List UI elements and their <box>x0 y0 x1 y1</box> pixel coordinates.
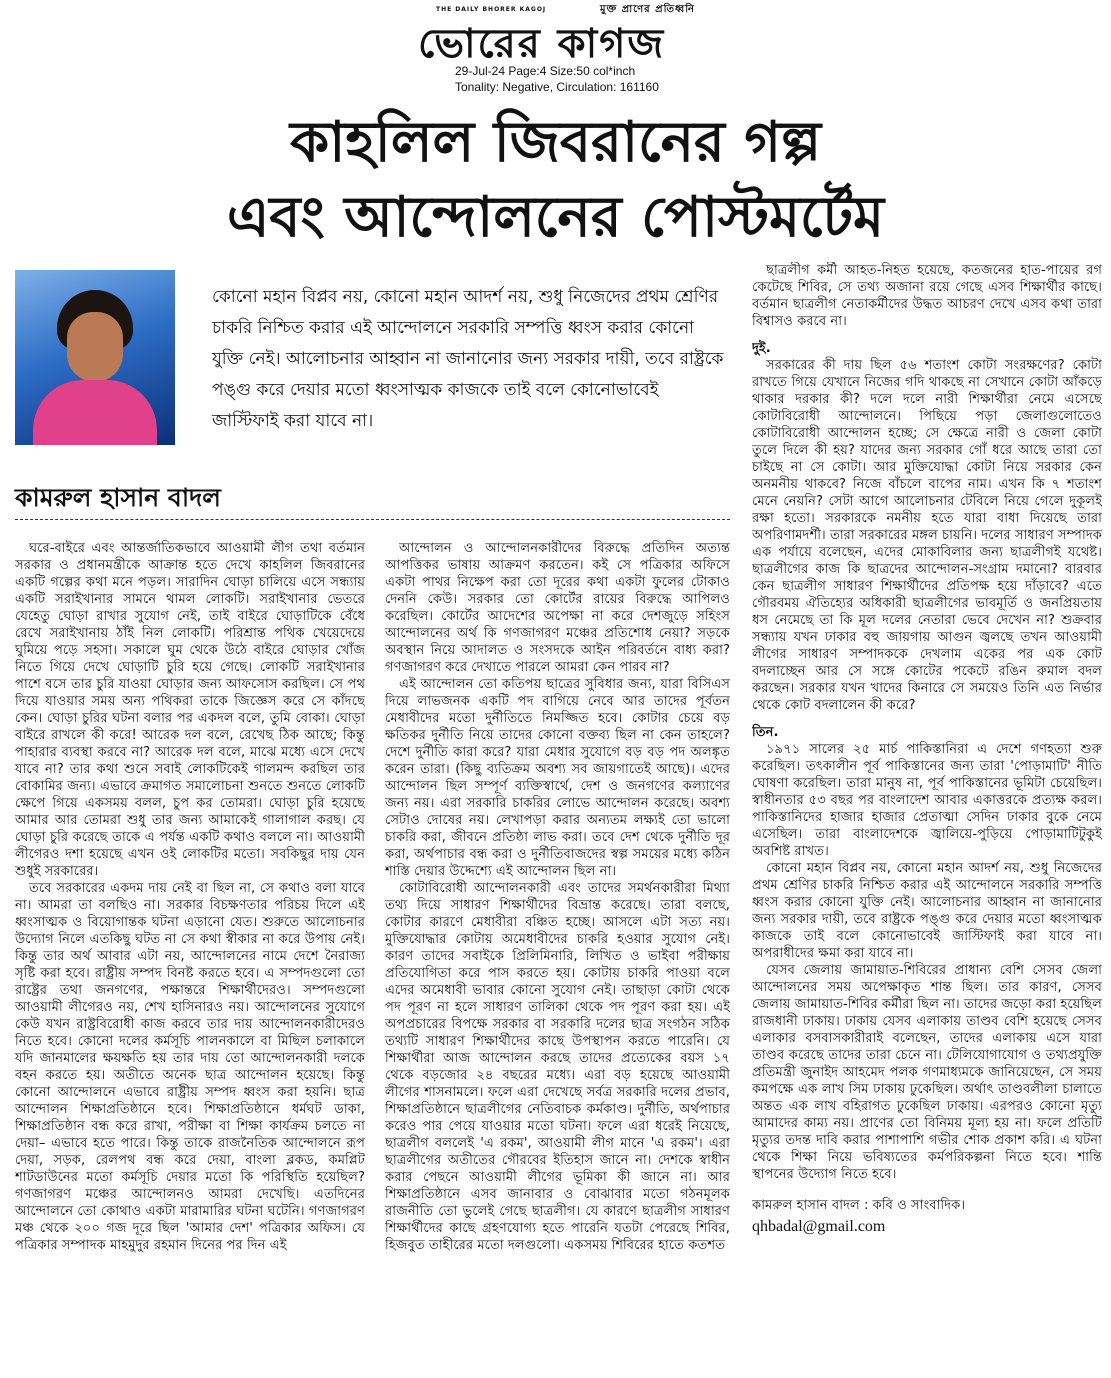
clipping-meta-date: 29-Jul-24 Page:4 Size:50 col*inch <box>455 64 636 78</box>
pull-quote: কোনো মহান বিপ্লব নয়, কোনো মহান আদর্শ নয়, শুধু নিজেদের প্রথম শ্রেণির চাকরি নিশ্চিত করার এই আন্দোলনে সরকারি সম্পত্তি ধ্বংস করার কোনো যুক্তি নেই। আলোচনার আহ্বান না জানানোর জন্য সরকার দায়ী, তবে রাষ্ট্রকে পঙ্গু করে দেয়ার মতো ধ্বংসাত্মক কাজকে তাই বলে কোনোভাবেই জাস্টিফাই করা যাবে না। <box>212 287 724 431</box>
newspaper-logo: ভোরের কাগজ <box>418 20 666 67</box>
paragraph: তবে সরকারের একদম দায় নেই বা ছিল না, সে কথাও বলা যাবে না। আমরা তা বলছিও না। সরকার বিচক্ষণতার পরিচয় দিলে এই ধ্বংসাত্মক ও বিয়োগান্তক ঘটনা এড়ানো যেত। শুরুতে আলোচনার উদ্যোগ নিলে এতকিছু ঘটত না সে কথা স্বীকার না করে উপায় নেই। কিন্তু তার অর্থ আবার এটা নয়, আন্দোলনের নামে দেশে নৈরাজ্য সৃষ্টি করা হবে। রাষ্ট্রীয় সম্পদ বিনষ্ট করতে হবে। এ সম্পদগুলো তো রাষ্ট্রের তথা জনগণের, পক্ষান্তরে শিক্ষার্থীদেরও। সম্পদগুলো আওয়ামী লীগেরও নয়, শেখ হাসিনারও নয়। আন্দোলনের সুযোগে কেউ যখন রাষ্ট্রবিরোধী কাজ করবে তার দায় আন্দোলনকারীদেরও নিতে হবে। কোনো দলের কর্মসূচি পালনকালে বা মিছিল চলাকালে যদি জানমালের ক্ষয়ক্ষতি হয় তার দায় তো আন্দোলনকারী দলকে বহন করতে হয়। অতীতে অনেক ছাত্র আন্দোলন হয়েছে। কিন্তু কোনো আন্দোলনে এভাবে রাষ্ট্রীয় সম্পদ ধ্বংস করা হয়নি। ছাত্র আন্দোলন শিক্ষাপ্রতিষ্ঠানে হবে। শিক্ষাপ্রতিষ্ঠানে ধর্মঘট ডাকা, শিক্ষাপ্রতিষ্ঠান বন্ধ করে রাখা, পরীক্ষা বা শিক্ষা কার্যক্রম চলতে না দেয়া– এভাবে হতে পারে। কিন্তু তাকে রাজনৈতিক আন্দোলনে রূপ দেয়া, সড়ক, রেলপথ বন্ধ করে দেয়া, বাংলা ব্লকড, কমপ্লিট শাটডাউনের মতো কর্মসূচি দেয়ার মতো কি পরিস্থিতি হয়েছিল? গণজাগরণ মঞ্চের আন্দোলনও আমরা দেখেছি। এতদিনের আন্দোলনে তো কোথাও একটা মারামারির ঘটনা ঘটেনি। গণজাগরণ মঞ্চ থেকে ২০০ গজ দূরে ছিল 'আমার দেশ' পত্রিকার অফিস। যে পত্রিকার সম্পাদক মাহমুদুর রহমান দিনের পর দিন এই <box>15 881 365 1253</box>
masthead-tagline: মুক্ত প্রাণের প্রতিধ্বনি <box>600 4 696 15</box>
paragraph: সরকারের কী দায় ছিল ৫৬ শতাংশ কোটা সংরক্ষণের? কোটা রাখতে গিয়ে যেখানে নিজের গদি থাকছে না সেখানে কোটা আঁকড়ে থাকার দরকার কী? দলে দলে নারী শিক্ষার্থীরা নেমে এসেছে কোটাবিরোধী আন্দোলনে। পিছিয়ে পড়া জেলাগুলোতেও কোটাবিরোধী আন্দোলন হচ্ছে; সে ক্ষেত্রে নারী ও জেলা কোটা তুলে দিলে কী হয়? যাদের জন্য সরকার গোঁ ধরে আছে তারা তো চাইছে না সে কোটা। আর মুক্তিযোদ্ধা কোটা নিয়ে সরকার কেন অনমনীয় থাকবে? নিজে বাঁচলে বাপের নাম। এখন কি ৭ শতাংশ মেনে নেয়নি? সেটা আগে আলোচনার টেবিলে নিয়ে গেলে দুকূলই রক্ষা হতো। সরকারকে নমনীয় হতে যারা বাধা দিয়েছে তারা অপরিণামদর্শী। তারা সরকারের মঙ্গল চায়নি। দলের সাধারণ সম্পাদক এক পর্যায়ে বলেছেন, এদের মোকাবিলার জন্য ছাত্রলীগই যথেষ্ট। ছাত্রলীগের কাজ কি ছাত্রদের আন্দোলন-সংগ্রাম দমানো? বারবার কেন ছাত্রলীগ সাধারণ শিক্ষার্থীদের প্রতিপক্ষ হয়ে দাঁড়াবে? এতে গৌরবময় ঐতিহ্যের অধিকারী ছাত্রলীগের ভাবমূর্তি ও জনপ্রিয়তায় ধস নেমেছে তা কি মূল দলের নেতারা ভেবে দেখেন না? শুক্রবার সন্ধ্যায় যখন ঢাকার বহু জায়গায় আগুন জ্বলছে তখন আওয়ামী লীগের সাধারণ সম্পাদককে দেখলাম একের পর এক কোট বদলাচ্ছেন আর সে সঙ্গে কোটের পকেটে রঙিন রুমাল বদল করছেন। সরকার যখন খাদের কিনারে সে সময়েও তিনি এত নির্ভার থেকে কোট বদলালেন কী করে? <box>752 358 1102 713</box>
paragraph: আন্দোলন ও আন্দোলনকারীদের বিরুদ্ধে প্রতিদিন অত্যন্ত আপত্তিকর ভাষায় আক্রমণ করতেন। কই সে পত্রিকার অফিসে একটা পাথর নিক্ষেপ করা তো দূরের কথা একটা ফুলের টোকাও দেননি কেউ। সরকার তো কোর্টের রায়ের বিরুদ্ধে আপিলও করেছিল। কোর্টের আদেশের অপেক্ষা না করে দেশজুড়ে সহিংস আন্দোলনের অর্থ কি গণজাগরণ মঞ্চের প্রতিশোধ নেয়া? সড়কে অবস্থান নিয়ে আদালত ও সংসদকে আইন পরিবর্তনে বাধ্য করা? গণজাগরণ করে দেখাতে পারলে আমরা কেন পারব না? <box>385 541 730 675</box>
paragraph: কোনো মহান বিপ্লব নয়, কোনো মহান আদর্শ নয়, শুধু নিজেদের প্রথম শ্রেণির চাকরি নিশ্চিত করার এই আন্দোলনে সরকারি সম্পত্তি ধ্বংস করার কোনো যুক্তি নেই। আলোচনার আহ্বান না জানানোর জন্য সরকার দায়ী, তবে রাষ্ট্রকে পঙ্গু করে দেয়ার মতো ধ্বংসাত্মক কাজকে তাই বলে কোনোভাবেই জাস্টিফাই করা যাবে না। অপরাধীদের ক্ষমা করা যাবে না। <box>752 861 1102 961</box>
headline-line2: এবং আন্দোলনের পোস্টমর্টেম <box>226 185 885 250</box>
article-column-1 <box>15 540 365 1370</box>
paragraph: এই আন্দোলন তো কতিপয় ছাত্রের সুবিধার জন্য, যারা বিসিএস দিয়ে লাভজনক একটি পদ বাগিয়ে নেবে আর তাদের পূর্বতন মেধাবীদের মতো দুর্নীতিতে নিমজ্জিত হবে। কোটার চেয়ে বড় ক্ষতিকর দুর্নীতি নিয়ে তাদের কোনো বক্তব্য ছিল না কেন তাহলে? দেশে দুর্নীতি কারা করে? যারা মেধার সুযোগে বড় বড় পদ অলঙ্কৃত করেন তারা। (কিছু ব্যতিক্রম অবশ্য সব জায়গাতেই আছে)। এদের আন্দোলন ছিল সম্পূর্ণ ব্যক্তিস্বার্থে, দেশ ও জনগণের কল্যাণের জন্য নয়। এরা সরকারি চাকরির লোভে আন্দোলন করেছে। অবশ্য সেটাও দোষের নয়। লেখাপড়া করার অন্যতম লক্ষ্যই তো ভালো চাকরি করা, জীবনে প্রতিষ্ঠা লাভ করা। তবে দেশ থেকে দুর্নীতি দূর করা, অর্থপাচার বন্ধ করা ও দুর্নীতিবাজদের স্বল্প সময়ের মধ্যে কঠিন শাস্তি দেয়ার উদ্দেশ্যে এই আন্দোলন ছিল না। <box>385 677 730 879</box>
section-heading-two: দুই. <box>752 341 771 356</box>
section-heading-three: তিন. <box>752 725 779 740</box>
byline: কামরুল হাসান বাদল <box>15 483 221 512</box>
byline-divider <box>15 519 730 520</box>
article-column-2 <box>385 540 730 1370</box>
author-photo <box>15 270 175 445</box>
paragraph: কোটাবিরোধী আন্দোলনকারী এবং তাদের সমর্থনকারীরা মিথ্যা তথ্য দিয়ে সাধারণ শিক্ষার্থীদের বিভ্রান্ত করেছে। তারা বলছে, কোটার কারণে মেধাবীরা বঞ্চিত হচ্ছে। আসলে এটা সত্য নয়। মুক্তিযোদ্ধার কোটায় অমেধাবীদের চাকরি হওয়ার সুযোগ নেই। কারণ তাদের সবাইকে প্রিলিমিনারি, লিখিত ও ভাইবা পরীক্ষায় প্রতিযোগিতা করে পাস করতে হয়। কোটায় চাকরি পাওয়া বলে এদের অমেধাবী ভাবার কোনো সুযোগ নেই। তাছাড়া কোটা থেকে পদ পূরণ না হলে সাধারণ তালিকা থেকে পদ পূরণ করা হয়। এই অপপ্রচারের বিপক্ষে সরকার বা সরকারি দলের ছাত্র সংগঠন সঠিক তথ্যটি সাধারণ শিক্ষার্থীদের কাছে উপস্থাপন করতে পারেনি। যে শিক্ষার্থীরা আজ আন্দোলন করছে তাদের প্রত্যেকের বয়স ১৭ থেকে বড়জোর ২৪ বছরের মধ্যে। এরা বড় হয়েছে আওয়ামী লীগের শাসনামলে। ফলে এরা দেখেছে সর্বত্র সরকারি দলের প্রভাব, শিক্ষাপ্রতিষ্ঠানে ছাত্রলীগের নেতিবাচক কর্মকাণ্ড। দুর্নীতি, অর্থপাচার করেও পার পেয়ে যাওয়ার মতো ঘটনা। ফলে এরা ধরেই নিয়েছে, ছাত্রলীগ বললেই 'এ রকম', আওয়ামী লীগ মানে 'এ রকম'। এরা ছাত্রলীগের অতীতের গৌরবের ইতিহাস জানে না। দেশকে স্বাধীন করার পেছনে আওয়ামী লীগের ভূমিকা কী জানে না। আর শিক্ষাপ্রতিষ্ঠানে এসব জানাবার ও বোঝাবার মতো গঠনমূলক রাজনীতি তো ভুলেই গেছে ছাত্রলীগ। যে কারণে ছাত্রলীগ সাধারণ শিক্ষার্থীদের কাছে গ্রহণযোগ্য হতে পারেনি যতটা পেরেছে শিবির, হিজবুত তাহীরের মতো দলগুলো। একসময় শিবিরের হাতে কতশত <box>385 881 730 1253</box>
author-photo-face <box>67 312 123 382</box>
author-email: qhbadal@gmail.com <box>752 1218 886 1235</box>
headline-line1: কাহলিল জিবরানের গল্প <box>289 110 822 175</box>
paragraph: ঘরে-বাইরে এবং আন্তর্জাতিকভাবে আওয়ামী লীগ তথা বর্তমান সরকার ও প্রধানমন্ত্রীকে আক্রান্ত হতে দেখে কাহলিল জিবরানের একটি গল্পের কথা মনে পড়ল। সারাদিন ঘোড়া চালিয়ে এসে সন্ধ্যায় একটি সরাইখানার সামনে থামল লোকটি। সরাইখানার ভেতরে যেহেতু ঘোড়া রাখার সুযোগ নেই, তাই বাইরে ঘোড়াটিকে বেঁধে রেখে সরাইখানায় ঠাঁই নিল লোকটি। পরিশ্রান্ত পথিক খেয়েদেয়ে ঘুমিয়ে পড়ে সহসা। সকালে ঘুম থেকে উঠে বাইরে ঘোড়ার খোঁজ নিতে গিয়ে দেখে ঘোড়াটি চুরি হয়ে গেছে। লোকটি সরাইখানার পাশে বসে তার চুরি যাওয়া ঘোড়ার জন্য আফসোস করছিল। সে পথ দিয়ে যাওয়ার সময় অন্য পথিকরা তাকে জিজ্ঞেস করে সে কাঁদছে কেন। ঘোড়া চুরির ঘটনা বলার পর একদল বলে, তুমি বোকা। ঘোড়া বাইরে রাখলে কী করে! আরেক দল বলে, রেখেছ ঠিক আছে; কিন্তু পাহারার ব্যবস্থা করবে না? আরেক দল বলে, মাঝে মধ্যে এসে দেখে যাবে না? তার কথা শুনে সবাই লোকটিকেই গালমন্দ করছিল তার বোকামির জন্য। এভাবে ক্রমাগত সমালোচনা শুনতে শুনতে লোকটি ক্ষেপে গিয়ে একসময় বলল, চুপ কর তোমরা। ঘোড়া চুরি হয়েছে আমার আর তোমরা শুধু তার জন্য আমাকেই গালাগাল করছ। যে ঘোড়া চুরি করেছে তাকে এ পর্যন্ত একটি কথাও বললে না। আওয়ামী লীগেরও দশা হয়েছে এখন ওই লোকটির মতো। সবকিছুর দায় যেন শুধুই সরকারের। <box>15 541 365 879</box>
paragraph: ১৯৭১ সালের ২৫ মার্চ পাকিস্তানিরা এ দেশে গণহত্যা শুরু করেছিল। তৎকালীন পূর্ব পাকিস্তানের জন্য তারা 'পোড়ামাটি' নীতি ঘোষণা করেছিল। তারা মানুষ না, পূর্ব পাকিস্তানের ভূমিটা চেয়েছিল। স্বাধীনতার ৫৩ বছর পর বাংলাদেশ আবার একাত্তরকে প্রত্যক্ষ করল। পাকিস্তানিদের হাজার হাজার প্রেতাত্মা সেদিন ঢাকার বুকে নেমে এসেছিল। তারা বাংলাদেশকে জ্বালিয়ে-পুড়িয়ে পোড়ামাটিটুকুই অবশিষ্ট রাখত। <box>752 742 1102 859</box>
author-signature: কামরুল হাসান বাদল : কবি ও সাংবাদিক। <box>752 1198 966 1213</box>
paragraph: ছাত্রলীগ কর্মী আহত-নিহত হয়েছে, কতজনের হাত-পায়ের রগ কেটেছে শিবির, সে তথ্য অজানা রয়ে গেছে এসব শিক্ষার্থীর কাছে। বর্তমান ছাত্রলীগ নেতাকর্মীদের উদ্ধত আচরণ দেখে এসব কথা তারা বিশ্বাসও করবে না। <box>752 263 1102 329</box>
clipping-meta-circulation: Tonality: Negative, Circulation: 161160 <box>455 80 659 94</box>
masthead-english-name: THE DAILY BHORER KAGOJ <box>436 6 547 13</box>
paragraph: যেসব জেলায় জামায়াত-শিবিরের প্রাধান্য বেশি সেসব জেলা আন্দোলনের সময় অপেক্ষাকৃত শান্ত ছিল। তার কারণ, সেসব জেলায় জামায়াত-শিবির কর্মীরা ছিল না। তাদের জড়ো করা হয়েছিল রাজধানী ঢাকায়। ঢাকায় যেসব এলাকায় তাণ্ডব বেশি হয়েছে সেসব এলাকার বসবাসকারীরাই বলেছেন, তাদের এলাকায় এসে যারা তাণ্ডব করেছে তাদের তারা চেনে না। টেলিযোগাযোগ ও তথ্যপ্রযুক্তি প্রতিমন্ত্রী জুনাইদ আহমেদ পলক গণমাধ্যমকে জানিয়েছেন, সে সময় কমপক্ষে এক লাখ সিম ঢাকায় ঢুকেছিল। অর্থাৎ তাণ্ডবলীলা চালাতে অন্তত এক লাখ বহিরাগত ঢুকেছিল ঢাকায়। এরপরও কোনো মৃত্যু আমাদের কাম্য নয়। প্রাণের তো বিনিময় মূল্য হয় না। ফলে প্রতিটি মৃত্যুর তদন্ত দাবি করার পাশাপাশি গভীর শোক প্রকাশ করি। এ ঘটনা থেকে শিক্ষা নিয়ে ভবিষ্যতের কর্মপরিকল্পনা নিতে হবে। শান্তি স্থাপনের উদ্যোগ নিতে হবে। <box>752 963 1102 1182</box>
masthead <box>0 0 1111 100</box>
author-photo-shirt <box>33 380 157 445</box>
article-column-3 <box>752 262 1102 1372</box>
